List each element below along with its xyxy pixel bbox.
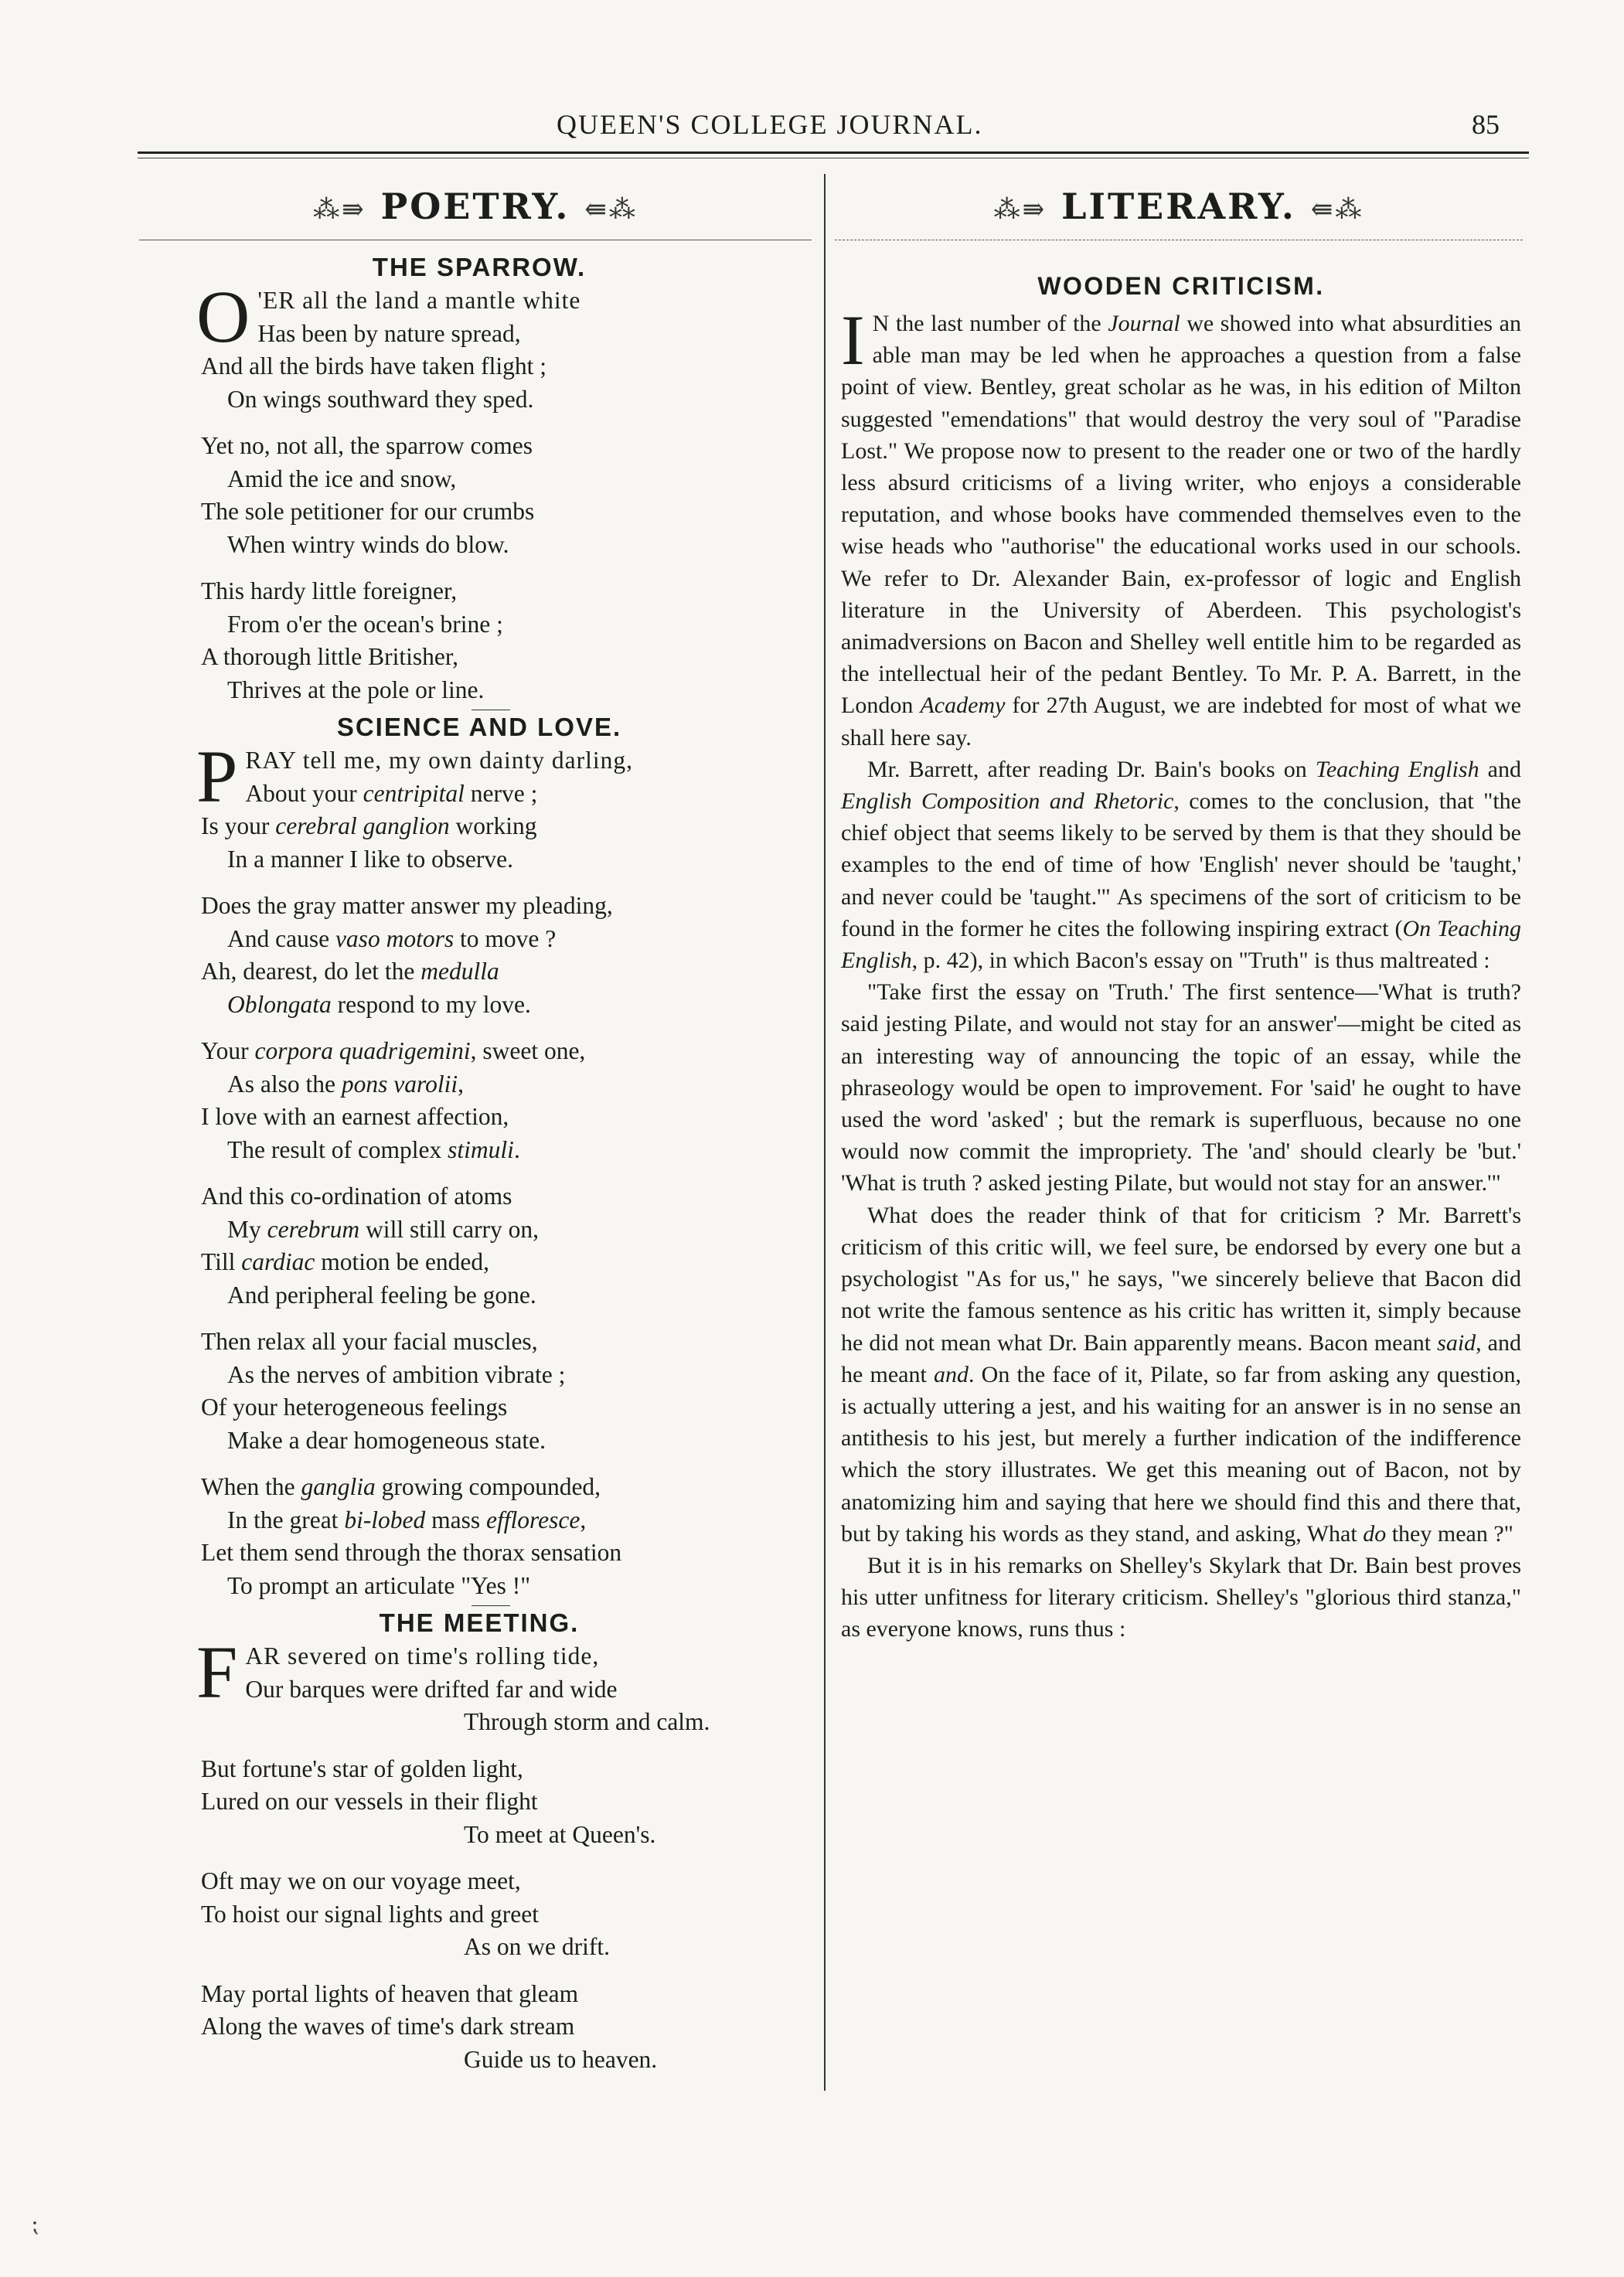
poem-line: To meet at Queen's.	[464, 1820, 656, 1848]
poem-stanza	[196, 1631, 819, 1739]
poem-stanza	[196, 275, 819, 416]
poem-line: Let them send through the thorax sensation	[201, 1539, 622, 1566]
poem-stanza	[201, 1180, 819, 1312]
literary-heading-text: LITERARY.	[1061, 185, 1296, 227]
poem-line: May portal lights of heaven that gleam	[201, 1979, 579, 2007]
poem-stanza	[201, 1035, 819, 1166]
poem-line: Along the waves of time's dark stream	[201, 2013, 575, 2040]
poem-line: Make a dear homogeneous state.	[227, 1426, 546, 1454]
drop-cap: F	[196, 1631, 238, 1714]
poem-line: And all the birds have taken flight ;	[201, 352, 547, 380]
literary-column	[841, 250, 1521, 1646]
poem-line: Of your heterogeneous feelings	[201, 1394, 508, 1421]
poem-line: When wintry winds do blow.	[227, 530, 509, 558]
poem-line: Ah, dearest, do let the medulla	[201, 958, 499, 985]
article-paragraph: But it is in his remarks on Shelley's Skylark that Dr. Bain best proves his utter unfitness for literary criticism. Shelley's "glorious third stanza," as everyone knows, runs thus :	[841, 1552, 1521, 1642]
poem-line: The result of complex stimuli.	[227, 1135, 520, 1163]
poem-line: Lured on our vessels in their flight	[201, 1788, 538, 1815]
ornament-left-icon: ⁂⇛	[313, 194, 366, 225]
poem-line: The sole petitioner for our crumbs	[201, 498, 535, 525]
drop-cap: P	[196, 735, 238, 818]
poem-title: SCIENCE AND LOVE.	[336, 713, 622, 741]
poetry-heading-text: POETRY.	[380, 185, 570, 227]
margin-pencil-mark: ⁏	[31, 2211, 39, 2237]
poem-line: Through storm and calm.	[464, 1708, 710, 1735]
poem-line: From o'er the ocean's brine ;	[227, 610, 503, 638]
poem-line: And this co-ordination of atoms	[201, 1183, 512, 1210]
poem-title: THE SPARROW.	[372, 253, 587, 281]
poem-stanza	[201, 1326, 819, 1457]
poetry-section-heading	[139, 185, 812, 227]
column-divider	[824, 174, 826, 2091]
poem-line: As the nerves of ambition vibrate ;	[227, 1360, 566, 1388]
poem-line: Then relax all your facial muscles,	[201, 1328, 538, 1355]
article-paragraph: I N the last number of the Journal we showed into what absurdities an able man may be led when he approaches a question from a false point of view. Bentley, great scholar as he was, in his edition of Milton suggested "emendations" that would destroy the very soul of "Paradise Lost." We propose now to present to the reader one or two of the hardly less absurd criticisms of a living writer, who enjoys a considerable reputation, and whose books have commended themselves even to the wise heads who "authorise" the educational works used in our schools. We refer to Dr. Alexander Bain, ex-professor of logic and English literature in the University of Aberdeen. This psychologist's animadversions on Bacon and Shelley well entitle him to be regarded as the intellectual heir of the pedant Bentley. To Mr. P. A. Barrett, in the London Academy for 27th August, we are indebted for most of what we shall here say.	[841, 301, 1521, 750]
ornament-right-icon: ⇚⁂	[1310, 194, 1364, 225]
running-header	[139, 108, 1523, 147]
poem-line: Oblongata respond to my love.	[227, 990, 531, 1018]
poem-line: Till cardiac motion be ended,	[201, 1248, 490, 1275]
journal-title: QUEEN'S COLLEGE JOURNAL.	[557, 109, 983, 140]
poem-line: In the great bi-lobed mass effloresce,	[227, 1506, 587, 1533]
poem-line: Is your cerebral ganglion working	[201, 812, 537, 839]
poetry-column	[196, 250, 819, 2090]
article-title: WOODEN CRITICISM.	[1037, 272, 1325, 300]
poem-line: I love with an earnest affection,	[201, 1103, 509, 1130]
quoted-passage: "Take first the essay on 'Truth.' The first sentence—'What is truth? said jesting Pilate, and would not stay for an answer'—might be cited as an interesting way of announcing the topic of an essay, while the phraseology would be open to improvement. For 'said' he ought to have used the word 'asked' ; but the remark is superfluous, because no one would now commit the impropriety. The 'and' should clearly be 'but.' 'What is truth ? asked jesting Pilate, but would not stay for an answer.'"	[841, 979, 1521, 1196]
poem-line: As on we drift.	[464, 1933, 610, 1960]
poem-line: As also the pons varolii,	[227, 1070, 464, 1098]
article-paragraph: What does the reader think of that for criticism ? Mr. Barrett's criticism of this critic will, we feel sure, be endorsed by every one but a psychologist "As for us," he says, "we sincerely believe that Bacon did not write the famous sentence as his critic has written it, simply because he did not mean what Dr. Bain apparently means. Bacon meant said, and he meant and. On the face of it, Pilate, so far from asking any question, is actually uttering a jest, and his waiting for an answer is in no sense an antithesis to his jest, but merely a further indication of the indifference which the story illustrates. We get this meaning out of Bacon, not by anatomizing him and saying that here we should find this and there that, but by taking his words as they stand, and asking, What do they mean ?"	[841, 1202, 1521, 1547]
poem-line: About your centripital nerve ;	[245, 779, 538, 807]
ornament-right-icon: ⇚⁂	[584, 194, 638, 225]
poem-line: A thorough little Britisher,	[201, 643, 458, 670]
poem-stanza	[201, 1865, 819, 1964]
poem-line: Yet no, not all, the sparrow comes	[201, 432, 533, 459]
poem-line: And cause vaso motors to move ?	[227, 924, 557, 952]
drop-cap: O	[196, 275, 250, 358]
page-number: 85	[1472, 109, 1500, 140]
literary-section-heading	[835, 185, 1523, 227]
poem-line: On wings southward they sped.	[227, 385, 534, 413]
ornament-left-icon: ⁂⇛	[993, 194, 1047, 225]
poem-line: When the ganglia growing compounded,	[201, 1473, 601, 1500]
poem-stanza	[201, 890, 819, 1021]
poem-line: Oft may we on our voyage meet,	[201, 1867, 521, 1894]
poem-line: This hardy little foreigner,	[201, 577, 458, 604]
poem-stanza	[201, 1753, 819, 1852]
poem-line: Amid the ice and snow,	[227, 465, 457, 492]
poem-line: 'ER all the land a mantle white	[257, 287, 581, 314]
poem-line: Has been by nature spread,	[257, 319, 521, 347]
poem-stanza	[196, 735, 819, 876]
poem-line: But fortune's star of golden light,	[201, 1755, 523, 1782]
poem-line: Guide us to heaven.	[464, 2045, 658, 2073]
poem-stanza	[201, 1978, 819, 2077]
poem-line: My cerebrum will still carry on,	[227, 1215, 540, 1243]
poem-line: AR severed on time's rolling tide,	[245, 1642, 600, 1669]
poem-stanza	[201, 430, 819, 561]
poem-line: To prompt an articulate "Yes !"	[227, 1571, 531, 1599]
poem-line: In a manner I like to observe.	[227, 845, 513, 873]
poem-stanza	[201, 1471, 819, 1602]
poem-line: Our barques were drifted far and wide	[245, 1675, 618, 1703]
article-paragraph: Mr. Barrett, after reading Dr. Bain's books on Teaching English and English Composition and Rhetoric, comes to the conclusion, that "the chief object that seems likely to be served by them is that they should be examples to the end of time of how 'English' never should be 'taught,' and never could be 'taught.'" As specimens of the sort of criticism to be found in the former he cites the following inspiring extract (On Teaching English, p. 42), in which Bacon's essay on "Truth" is thus maltreated :	[841, 756, 1521, 974]
header-rule	[138, 151, 1529, 154]
poem-line: RAY tell me, my own dainty darling,	[245, 747, 634, 774]
poem-line: Thrives at the pole or line.	[227, 676, 485, 703]
poem-line: To hoist our signal lights and greet	[201, 1900, 539, 1928]
poem-title: THE MEETING.	[379, 1608, 580, 1637]
poem-stanza	[201, 575, 819, 706]
poem-line: Does the gray matter answer my pleading,	[201, 892, 613, 919]
poem-line: Your corpora quadrigemini, sweet one,	[201, 1037, 586, 1064]
drop-cap: I	[841, 301, 865, 380]
poem-line: And peripheral feeling be gone.	[227, 1281, 536, 1309]
